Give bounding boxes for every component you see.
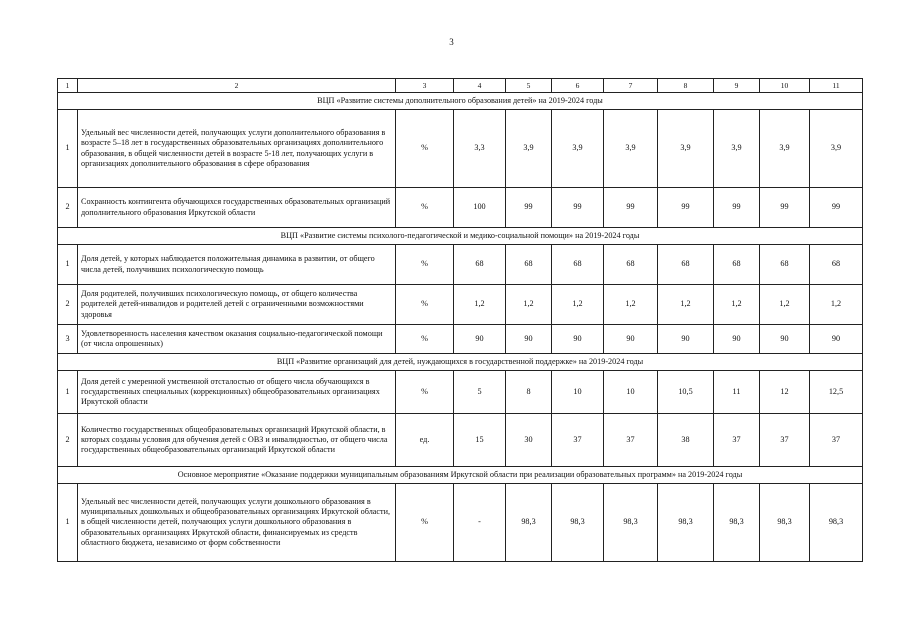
value-cell: 37 xyxy=(810,414,863,467)
value-cell: 1,2 xyxy=(604,285,658,325)
value-cell: 3,9 xyxy=(658,110,714,188)
value-cell: 68 xyxy=(658,245,714,285)
section-row xyxy=(58,93,863,110)
value-cell: 99 xyxy=(506,188,552,228)
value-cell: 68 xyxy=(760,245,810,285)
indicator-name: Удовлетворенность населения качеством оказания социально-педагогической помощи (от числа опрошенных) xyxy=(78,325,396,354)
value-cell: 68 xyxy=(714,245,760,285)
table-row xyxy=(58,285,863,325)
row-number: 1 xyxy=(58,484,78,562)
table-row xyxy=(58,371,863,414)
value-cell: 98,3 xyxy=(658,484,714,562)
value-cell: 11 xyxy=(714,371,760,414)
row-number: 2 xyxy=(58,285,78,325)
value-cell: 90 xyxy=(658,325,714,354)
value-cell: 98,3 xyxy=(810,484,863,562)
value-cell: 10 xyxy=(552,371,604,414)
value-cell: 99 xyxy=(760,188,810,228)
header-row xyxy=(58,79,863,93)
table-row xyxy=(58,245,863,285)
row-number: 3 xyxy=(58,325,78,354)
value-cell: 37 xyxy=(760,414,810,467)
value-cell: 12 xyxy=(760,371,810,414)
value-cell: 37 xyxy=(604,414,658,467)
header-cell: 10 xyxy=(760,79,810,93)
unit-cell: % xyxy=(396,325,454,354)
value-cell: 68 xyxy=(552,245,604,285)
value-cell: 90 xyxy=(604,325,658,354)
unit-cell: ед. xyxy=(396,414,454,467)
value-cell: 68 xyxy=(454,245,506,285)
value-cell: 99 xyxy=(658,188,714,228)
header-cell: 1 xyxy=(58,79,78,93)
value-cell: 1,2 xyxy=(506,285,552,325)
table-row xyxy=(58,484,863,562)
value-cell: 38 xyxy=(658,414,714,467)
value-cell: 8 xyxy=(506,371,552,414)
value-cell: 98,3 xyxy=(760,484,810,562)
value-cell: 98,3 xyxy=(604,484,658,562)
value-cell: 1,2 xyxy=(552,285,604,325)
indicators-table xyxy=(57,78,863,562)
value-cell: 1,2 xyxy=(454,285,506,325)
value-cell: 1,2 xyxy=(714,285,760,325)
value-cell: 3,9 xyxy=(506,110,552,188)
header-cell: 5 xyxy=(506,79,552,93)
unit-cell: % xyxy=(396,110,454,188)
header-cell: 6 xyxy=(552,79,604,93)
value-cell: 99 xyxy=(810,188,863,228)
value-cell: 99 xyxy=(714,188,760,228)
value-cell: 98,3 xyxy=(552,484,604,562)
value-cell: 100 xyxy=(454,188,506,228)
value-cell: - xyxy=(454,484,506,562)
header-cell: 11 xyxy=(810,79,863,93)
unit-cell: % xyxy=(396,371,454,414)
row-number: 1 xyxy=(58,371,78,414)
value-cell: 3,9 xyxy=(604,110,658,188)
value-cell: 1,2 xyxy=(760,285,810,325)
value-cell: 68 xyxy=(506,245,552,285)
value-cell: 3,9 xyxy=(810,110,863,188)
section-title: ВЦП «Развитие системы психолого-педагогической и медико-социальной помощи» на 2019-2024 годы xyxy=(58,228,863,245)
section-title: ВЦП «Развитие организаций для детей, нуждающихся в государственной поддержке» на 2019-2024 годы xyxy=(58,354,863,371)
value-cell: 68 xyxy=(810,245,863,285)
unit-cell: % xyxy=(396,245,454,285)
value-cell: 90 xyxy=(810,325,863,354)
indicator-name: Доля детей, у которых наблюдается положительная динамика в развитии, от общего числа детей, получивших психологическую помощь xyxy=(78,245,396,285)
value-cell: 99 xyxy=(604,188,658,228)
indicator-name: Удельный вес численности детей, получающих услуги дополнительного образования в возрасте 5–18 лет в государственных образовательных организациях дополнительного образования, в общей численности детей в возрасте 5-18 лет, получающих услуги в организациях дополнительного образования в сфере образования xyxy=(78,110,396,188)
value-cell: 90 xyxy=(552,325,604,354)
unit-cell: % xyxy=(396,285,454,325)
unit-cell: % xyxy=(396,188,454,228)
value-cell: 90 xyxy=(506,325,552,354)
value-cell: 98,3 xyxy=(506,484,552,562)
row-number: 1 xyxy=(58,110,78,188)
page-number: 3 xyxy=(449,37,454,47)
value-cell: 10,5 xyxy=(658,371,714,414)
table-row xyxy=(58,188,863,228)
table-row xyxy=(58,110,863,188)
header-cell: 7 xyxy=(604,79,658,93)
indicator-name: Доля родителей, получивших психологическую помощь, от общего количества родителей детей-инвалидов и родителей детей с ограниченными возможностями здоровья xyxy=(78,285,396,325)
header-cell: 3 xyxy=(396,79,454,93)
value-cell: 30 xyxy=(506,414,552,467)
value-cell: 90 xyxy=(714,325,760,354)
section-row xyxy=(58,228,863,245)
value-cell: 3,9 xyxy=(760,110,810,188)
indicator-name: Доля детей с умеренной умственной отсталостью от общего числа обучающихся в государственных специальных (коррекционных) общеобразовательных организациях Иркутской области xyxy=(78,371,396,414)
value-cell: 90 xyxy=(454,325,506,354)
indicator-name: Удельный вес численности детей, получающих услуги дошкольного образования в муниципальных дошкольных и общеобразовательных организациях Иркутской области, в общей численности детей, получающих услуги дошкольного образования в образовательных организациях Иркутской области, финансируемых из средств областного бюджета, независимо от форм собственности xyxy=(78,484,396,562)
value-cell: 37 xyxy=(552,414,604,467)
value-cell: 1,2 xyxy=(810,285,863,325)
row-number: 2 xyxy=(58,414,78,467)
section-title: ВЦП «Развитие системы дополнительного образования детей» на 2019-2024 годы xyxy=(58,93,863,110)
unit-cell: % xyxy=(396,484,454,562)
section-row xyxy=(58,467,863,484)
value-cell: 90 xyxy=(760,325,810,354)
indicator-name: Количество государственных общеобразовательных организаций Иркутской области, в которых созданы условия для обучения детей с ОВЗ и инвалидностью, от общего числа государственных общеобразовательных организаций Иркутской области xyxy=(78,414,396,467)
section-title: Основное мероприятие «Оказание поддержки муниципальным образованиям Иркутской области при реализации образовательных программ» на 2019-2024 годы xyxy=(58,467,863,484)
value-cell: 5 xyxy=(454,371,506,414)
value-cell: 12,5 xyxy=(810,371,863,414)
value-cell: 98,3 xyxy=(714,484,760,562)
row-number: 2 xyxy=(58,188,78,228)
value-cell: 3,9 xyxy=(714,110,760,188)
value-cell: 3,9 xyxy=(552,110,604,188)
indicator-name: Сохранность контингента обучающихся государственных образовательных организаций дополнительного образования Иркутской области xyxy=(78,188,396,228)
table-row xyxy=(58,325,863,354)
value-cell: 10 xyxy=(604,371,658,414)
table-row xyxy=(58,414,863,467)
header-cell: 4 xyxy=(454,79,506,93)
value-cell: 37 xyxy=(714,414,760,467)
value-cell: 3,3 xyxy=(454,110,506,188)
value-cell: 1,2 xyxy=(658,285,714,325)
value-cell: 15 xyxy=(454,414,506,467)
value-cell: 68 xyxy=(604,245,658,285)
header-cell: 8 xyxy=(658,79,714,93)
section-row xyxy=(58,354,863,371)
header-cell: 2 xyxy=(78,79,396,93)
header-cell: 9 xyxy=(714,79,760,93)
value-cell: 99 xyxy=(552,188,604,228)
row-number: 1 xyxy=(58,245,78,285)
